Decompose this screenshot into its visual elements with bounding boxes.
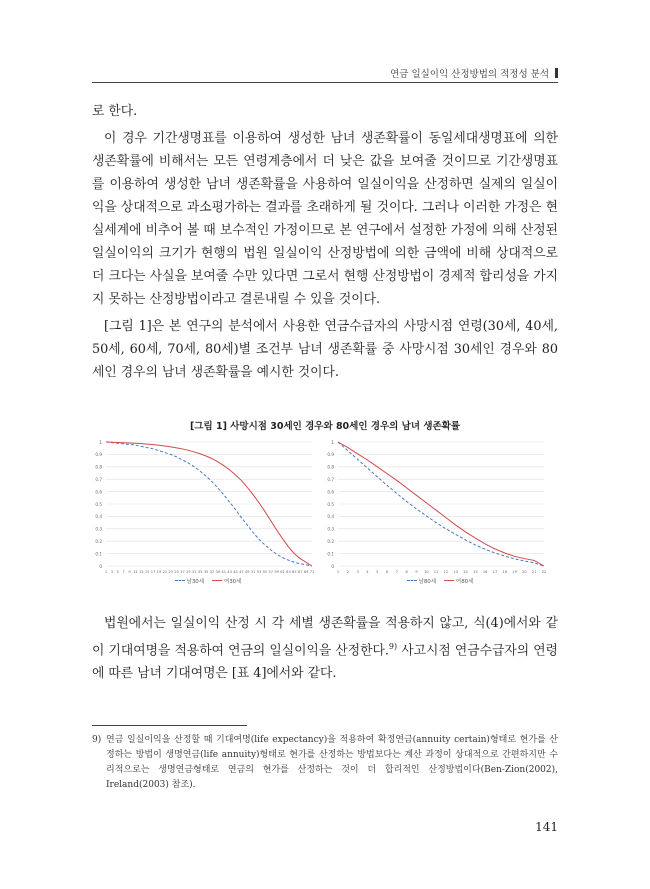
x-tick-label: 19: [512, 570, 517, 574]
legend-swatch-male: [407, 580, 417, 581]
x-tick-label: 53: [256, 570, 262, 574]
running-title: 연금 일실이익 산정방법의 적정성 분석: [390, 69, 549, 80]
paragraph-3-tail: 사고시점 연금수급자의 연령에 따른 남녀 기대여명은 [표 4]에서와 같다.: [92, 643, 558, 682]
x-tick-label: 61: [280, 570, 285, 574]
y-tick-label: 0.3: [327, 526, 334, 532]
chart-30: [92, 432, 318, 592]
x-tick-label: 37: [209, 570, 215, 574]
footnote: [92, 733, 558, 793]
header-bar-mark: [555, 68, 558, 78]
footnote-number: 9): [92, 735, 102, 745]
x-tick-label: 17: [492, 570, 498, 574]
y-tick-label: 0.4: [95, 514, 102, 520]
x-tick-label: 10: [423, 570, 429, 574]
legend-swatch-female: [444, 580, 454, 581]
figure-title: [그림 1] 사망시점 30세인 경우와 80세인 경우의 남녀 생존확률: [189, 421, 461, 432]
footnote-text: 연금 일실이익을 산정할 때 기대여명(life expectancy)을 적용하여 확정연금(annuity certain)형태로 현가를 산정하는 방법이 생명연금(life annuity)형태로 현가를 산정하는 방법보다는 계산 과정이 상대적으로 간편하지만 수리적으로는 생명연금형태로 연금의 현가를 산정하는 것이 더 합리적인 산정방법이다(Ben-Zion(2002), Ireland(2003) 참조).: [106, 735, 558, 790]
legend-label-male: 남80세: [418, 579, 437, 585]
y-tick-label: 0.7: [95, 477, 102, 482]
x-tick-label: 51: [250, 570, 256, 574]
legend-swatch-male: [175, 580, 185, 581]
x-tick-label: 5: [116, 570, 119, 574]
x-tick-label: 6: [385, 570, 389, 574]
x-tick-label: 1: [104, 570, 108, 574]
running-header: [92, 66, 558, 80]
x-tick-label: 7: [122, 570, 125, 574]
paragraph-3-text: 법원에서는 일실이익 산정 시 각 세별 생존확률을 적용하지 않고, 식(4)에서와 같이 기대여명을 적용하여 연금의 일실이익을 산정한다.: [92, 616, 558, 659]
x-tick-label: 2: [346, 570, 349, 574]
legend-swatch-female: [212, 580, 222, 581]
y-tick-label: 1: [331, 439, 334, 445]
legend-label-male: 남30세: [186, 579, 205, 585]
x-tick-label: 23: [168, 570, 174, 574]
x-tick-label: 29: [186, 570, 191, 574]
x-tick-label: 49: [244, 570, 250, 574]
x-tick-label: 16: [482, 570, 488, 574]
x-tick-label: 1: [336, 570, 340, 574]
chart-30-legend: [92, 577, 318, 585]
y-tick-label: 0.2: [327, 539, 334, 544]
x-tick-label: 14: [463, 570, 468, 574]
x-tick-label: 69: [303, 570, 309, 574]
x-tick-label: 17: [150, 570, 156, 574]
x-tick-label: 19: [156, 570, 162, 574]
x-tick-label: 9: [415, 570, 418, 574]
x-tick-label: 11: [433, 570, 439, 574]
x-tick-label: 47: [239, 570, 244, 574]
legend-label-female: 여80세: [455, 579, 474, 585]
x-tick-label: 22: [541, 570, 547, 574]
y-tick-label: 0.9: [95, 452, 102, 458]
x-tick-label: 57: [268, 570, 274, 574]
x-tick-label: 11: [133, 570, 138, 574]
x-tick-label: 71: [309, 570, 315, 574]
y-tick-label: 0.4: [327, 514, 334, 520]
chart-80-svg: [324, 432, 550, 577]
chart-30-svg: [92, 432, 318, 577]
x-tick-label: 25: [174, 570, 179, 574]
y-tick-label: 0.5: [95, 501, 102, 507]
x-tick-label: 5: [376, 570, 379, 574]
paragraph-2: [그림 1]은 본 연구의 분석에서 사용한 연금수급자의 사망시점 연령(30세, 40세, 50세, 60세, 70세, 80세)별 조건부 남녀 생존확률 중 사망시점 30세인 경우와 80세인 경우의 남녀 생존확률을 예시한 것이다.: [92, 319, 558, 380]
x-tick-label: 39: [215, 570, 221, 574]
x-tick-label: 45: [233, 570, 238, 574]
x-tick-label: 27: [180, 570, 185, 574]
y-tick-label: 0.8: [327, 464, 334, 470]
footnote-rule: [92, 725, 247, 726]
x-tick-label: 67: [297, 570, 303, 574]
x-tick-label: 13: [453, 570, 459, 574]
body-section-top: [92, 100, 558, 384]
y-tick-label: 0.9: [327, 452, 334, 458]
y-tick-label: 0.6: [327, 489, 334, 495]
x-tick-label: 43: [227, 570, 232, 574]
y-tick-label: 1: [99, 439, 102, 445]
y-tick-label: 0.6: [95, 489, 102, 495]
paragraph-1: 이 경우 기간생명표를 이용하여 생성한 남녀 생존확률이 동일세대생명표에 의한 생존확률에 비해서는 모든 연령계층에서 더 낮은 값을 보여줄 것이므로 기간생명표를 이용하여 생성한 남녀 생존확률을 사용하여 일실이익을 산정하면 실제의 일실이익을 상대적으로 과소평가하는 결과를 초래하게 될 것이다. 그러나 이러한 가정은 현실세계에 비추어 볼 때 보수적인 가정이므로 본 연구에서 설정한 가정에 의해 산정된 일실이익의 크기가 현행의 법원 일실이익 산정방법에 의한 금액에 비해 상대적으로 더 크다는 사실을 보여줄 수만 있다면 그로서 현행 산정방법이 경제적 합리성을 가지지 못하는 산정방법이라고 결론내릴 수 있을 것이다.: [92, 131, 558, 307]
paragraph-continuation: 로 한다.: [92, 104, 138, 119]
x-tick-label: 21: [531, 570, 537, 574]
x-tick-label: 59: [274, 570, 279, 574]
x-tick-label: 13: [139, 570, 144, 574]
page-number: 141: [535, 820, 558, 834]
y-tick-label: 0.1: [327, 551, 334, 557]
x-tick-label: 65: [292, 570, 297, 574]
x-tick-label: 41: [221, 570, 227, 574]
x-tick-label: 12: [443, 570, 449, 574]
y-tick-label: 0.2: [95, 539, 102, 544]
x-tick-label: 3: [110, 570, 114, 574]
x-tick-label: 18: [502, 570, 508, 574]
y-tick-label: 0.7: [327, 477, 334, 482]
y-tick-label: 0.5: [327, 501, 334, 507]
x-tick-label: 8: [405, 570, 408, 574]
y-tick-label: 0: [331, 563, 334, 569]
header-rule: [92, 82, 558, 83]
body-section-bottom: [92, 612, 558, 685]
x-tick-label: 55: [262, 570, 268, 574]
chart-80: [324, 432, 550, 592]
x-tick-label: 21: [162, 570, 168, 574]
x-tick-label: 15: [144, 570, 150, 574]
y-tick-label: 0.8: [95, 464, 102, 470]
x-tick-label: 31: [191, 570, 197, 574]
x-tick-label: 20: [522, 570, 527, 574]
y-tick-label: 0: [99, 563, 102, 569]
footnote-ref: 9): [388, 642, 398, 651]
paragraph-3: [92, 612, 558, 685]
y-tick-label: 0.3: [95, 526, 102, 532]
y-tick-label: 0.1: [95, 551, 102, 557]
x-tick-label: 63: [286, 570, 291, 574]
x-tick-label: 33: [197, 570, 203, 574]
x-tick-label: 4: [366, 570, 369, 574]
x-tick-label: 3: [356, 570, 359, 574]
legend-label-female: 여30세: [223, 579, 242, 585]
x-tick-label: 7: [395, 570, 399, 574]
x-tick-label: 9: [128, 570, 131, 574]
chart-80-legend: [324, 577, 550, 585]
x-tick-label: 15: [473, 570, 478, 574]
x-tick-label: 35: [203, 570, 209, 574]
